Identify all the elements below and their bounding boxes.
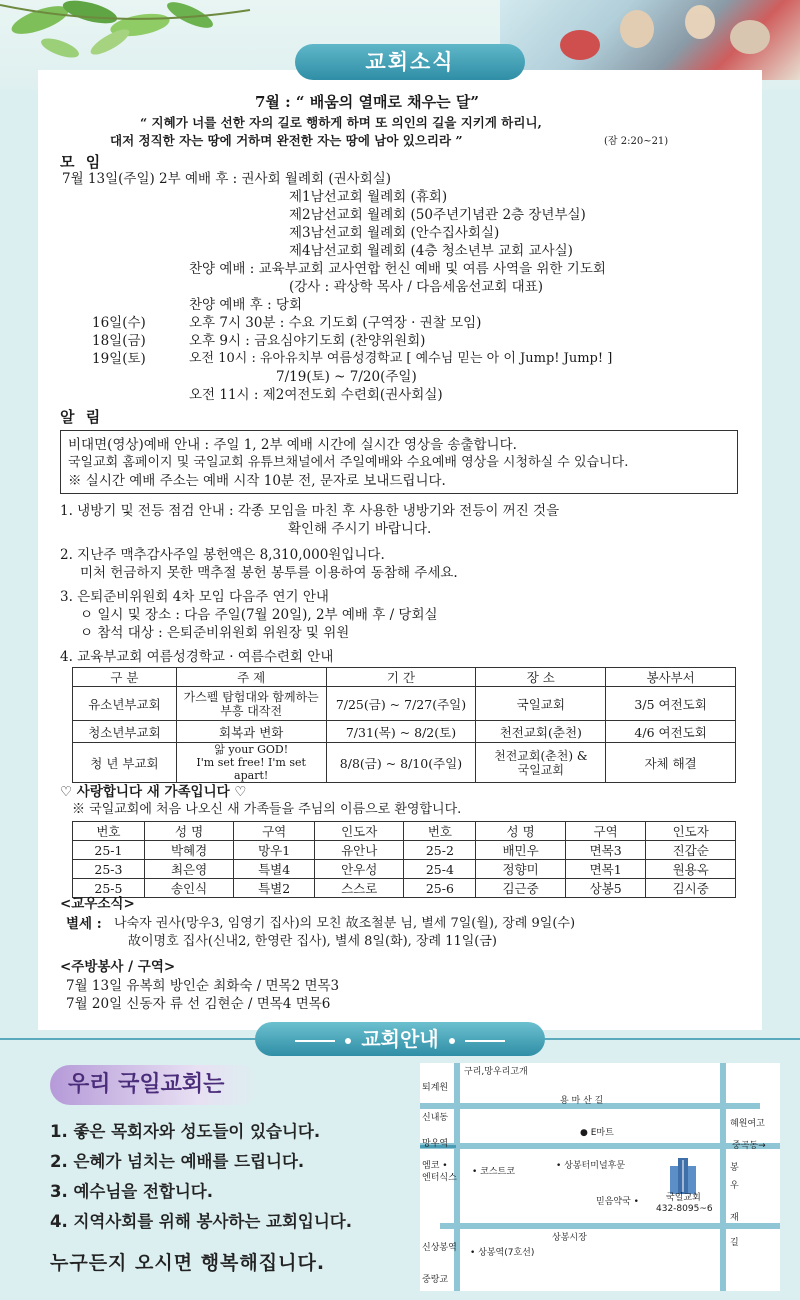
kitchen-heading: <주방봉사 / 구역> — [60, 959, 176, 975]
table-cell: 면목1 — [565, 860, 646, 879]
map-road — [420, 1143, 780, 1149]
table-row — [73, 860, 736, 879]
verse-ref: (잠 2:20~21) — [604, 136, 669, 147]
newcomers-table — [72, 821, 736, 898]
theme-title: 7월 : “ 배움의 열매로 채우는 달” — [255, 93, 479, 111]
church-point: 1. 좋은 목회자와 성도들이 있습니다. — [50, 1122, 321, 1141]
table-cell: 유안나 — [314, 841, 404, 860]
table-cell: 면목3 — [565, 841, 646, 860]
map-label: 엠코 • — [422, 1161, 448, 1171]
table-cell: 배민우 — [476, 841, 566, 860]
table-row — [73, 687, 736, 721]
map-label: 중랑교 — [422, 1275, 449, 1285]
meeting-date: 18일(금) — [92, 333, 146, 349]
table-cell: 정향미 — [476, 860, 566, 879]
notice-box-line: ※ 실시간 예배 주소는 예배 시작 10분 전, 문자로 보내드립니다. — [68, 473, 446, 489]
map-label: 퇴계원 — [422, 1083, 449, 1093]
map-label: 상봉시장 — [552, 1233, 587, 1243]
map-label: • 상봉터미널후문 — [556, 1161, 626, 1171]
map-road — [720, 1063, 726, 1291]
table-header: 장 소 — [476, 668, 606, 687]
table-cell: 회복과 변화 — [176, 721, 326, 743]
table-header: 성 명 — [476, 822, 566, 841]
table-cell: 최은영 — [144, 860, 234, 879]
table-cell: 유소년부교회 — [73, 687, 177, 721]
church-slogan: 누구든지 오시면 행복해집니다. — [50, 1252, 326, 1274]
table-cell: 3/5 여전도회 — [606, 687, 736, 721]
meeting-line: 제2남선교회 월례회 (50주년기념관 2층 장년부실) — [289, 207, 586, 223]
notice-item: 미처 헌금하지 못한 맥추절 봉헌 봉투를 이용하여 동참해 주세요. — [80, 565, 458, 581]
meeting-line: 찬양 예배 후 : 당회 — [189, 297, 303, 313]
map-label: • 코스트코 — [472, 1167, 515, 1177]
kitchen-line: 7월 13일 유복희 방인순 최화숙 / 면목2 면목3 — [66, 978, 340, 994]
table-row — [73, 841, 736, 860]
map-label: 믿음약국 • — [596, 1197, 639, 1207]
map-label: 용 마 산 길 — [560, 1096, 604, 1106]
newcomers-heading: ♡ 사랑합니다 새 가족입니다 ♡ — [60, 784, 247, 800]
table-cell: 7/25(금) ~ 7/27(주일) — [326, 687, 476, 721]
table-header: 번호 — [404, 822, 476, 841]
notice-item: 확인해 주시기 바랍니다. — [288, 521, 432, 537]
table-cell: 8/8(금) ~ 8/10(주일) — [326, 743, 476, 783]
notices-heading: 알 림 — [60, 408, 104, 426]
table-row — [73, 721, 736, 743]
notice-item: 3. 은퇴준비위원회 4차 모임 다음주 연기 안내 — [60, 589, 329, 605]
table-cell: 박혜경 — [144, 841, 234, 860]
meeting-line: 오후 9시 : 금요심야기도회 (찬양위원회) — [189, 333, 426, 349]
table-cell: 안우성 — [314, 860, 404, 879]
map-label: 국일교회 — [666, 1193, 701, 1203]
church-point: 4. 지역사회를 위해 봉사하는 교회입니다. — [50, 1212, 353, 1231]
table-cell: 상봉5 — [565, 879, 646, 898]
church-intro-title — [50, 1065, 260, 1105]
header-photo — [500, 0, 800, 80]
members-news-line: 나숙자 권사(망우3, 임영기 집사)의 모친 故조철분 님, 별세 7일(월), 장례 9일(수) — [114, 916, 576, 931]
map-label: 우 — [730, 1181, 739, 1191]
table-cell: 4/6 여전도회 — [606, 721, 736, 743]
table-cell: 가스펠 탐험대와 함께하는 부흥 대작전 — [176, 687, 326, 721]
meeting-line: 오전 11시 : 제2여전도회 수련회(권사회실) — [189, 387, 443, 403]
meeting-line: 제4남선교회 월례회 (4층 청소년부 교회 교사실) — [289, 243, 573, 259]
table-cell: 송인식 — [144, 879, 234, 898]
verse-line-1: “ 지혜가 너를 선한 자의 길로 행하게 하며 또 의인의 길을 지키게 하리니, — [140, 115, 542, 130]
table-cell: 특별2 — [234, 879, 315, 898]
table-cell: 25-6 — [404, 879, 476, 898]
notice-item: ㅇ 일시 및 장소 : 다음 주일(7월 20일), 2부 예배 후 / 당회실 — [80, 607, 438, 623]
meeting-date: 16일(수) — [92, 315, 146, 331]
map-label: ● E마트 — [580, 1128, 614, 1138]
table-cell: 망우1 — [234, 841, 315, 860]
table-cell: 자체 해결 — [606, 743, 736, 783]
newcomers-subtitle: ※ 국일교회에 처음 나오신 새 가족들을 주님의 이름으로 환영합니다. — [72, 802, 462, 817]
map-label: 신내동 — [422, 1113, 449, 1123]
map-label: 신상봉역 — [422, 1243, 457, 1253]
notice-item: 4. 교육부교회 여름성경학교 · 여름수련회 안내 — [60, 649, 334, 665]
meeting-line: 7월 13일(주일) 2부 예배 후 : 권사회 월례회 (권사회실) — [62, 171, 392, 187]
map-label: 봉 — [730, 1163, 739, 1173]
meeting-line: 7/19(토) ~ 7/20(주일) — [276, 369, 417, 385]
notice-box-line: 비대면(영상)예배 안내 : 주일 1, 2부 예배 시간에 실시간 영상을 송출합니다. — [68, 437, 517, 453]
notice-item: ㅇ 참석 대상 : 은퇴준비위원회 위원장 및 위원 — [80, 625, 350, 641]
table-header: 봉사부서 — [606, 668, 736, 687]
table-cell: 스스로 — [314, 879, 404, 898]
church-guide-label: 교회안내 — [361, 1027, 439, 1051]
summer-program-table — [72, 667, 736, 783]
notice-item: 2. 지난주 맥추감사주일 봉헌액은 8,310,000원입니다. — [60, 547, 385, 563]
table-header: 구 분 — [73, 668, 177, 687]
table-cell: 25-4 — [404, 860, 476, 879]
table-cell: 특별4 — [234, 860, 315, 879]
table-cell: 원용옥 — [646, 860, 736, 879]
meeting-line: 제1남선교회 월례회 (휴회) — [289, 189, 448, 205]
church-point: 3. 예수님을 전합니다. — [50, 1182, 214, 1201]
meetings-heading: 모 임 — [60, 153, 104, 171]
map-label: 432-8095~6 — [656, 1204, 713, 1214]
table-header: 주 제 — [176, 668, 326, 687]
table-cell: 진갑순 — [646, 841, 736, 860]
meeting-date: 19일(토) — [92, 351, 146, 367]
meeting-line: 오전 10시 : 유아유치부 여름성경학교 [ 예수님 믿는 아 이 Jump! Jump! ] — [189, 351, 613, 366]
notice-box-line: 국일교회 홈페이지 및 국일교회 유튜브채널에서 주일예배와 수요예배 영상을 시청하실 수 있습니다. — [68, 455, 629, 470]
table-header: 인도자 — [314, 822, 404, 841]
verse-line-2: 대저 정직한 자는 땅에 거하며 완전한 자는 땅에 남아 있으리라 ” — [110, 133, 463, 148]
table-cell: 7/31(목) ~ 8/2(토) — [326, 721, 476, 743]
table-header: 인도자 — [646, 822, 736, 841]
members-news-label: 별세 : — [66, 916, 102, 932]
map-label: 망우역 — [422, 1139, 449, 1149]
table-cell: 국일교회 — [476, 687, 606, 721]
table-cell: 천전교회(춘천) — [476, 721, 606, 743]
members-news-line: 故이명호 집사(신내2, 한영란 집사), 별세 8일(화), 장례 11일(금) — [128, 934, 497, 949]
notice-item: 1. 냉방기 및 전등 점검 안내 : 각종 모임을 마친 후 사용한 냉방기와 전등이 꺼진 것을 — [60, 503, 560, 519]
table-cell: 앎 your GOD! I'm set free! I'm set apart! — [176, 743, 326, 783]
table-cell: 청 년 부교회 — [73, 743, 177, 783]
church-intro-label: 우리 국일교회는 — [68, 1072, 225, 1097]
map-label: 구리,망우리고개 — [464, 1067, 528, 1077]
table-row — [73, 879, 736, 898]
table-header-row — [73, 668, 736, 687]
table-cell: 25-5 — [73, 879, 145, 898]
map-label: 중곡동→ — [732, 1141, 766, 1151]
meeting-line: (강사 : 곽상학 목사 / 다음세움선교회 대표) — [289, 279, 544, 295]
map-label: 엔터식스 — [422, 1173, 457, 1183]
kitchen-line: 7월 20일 신동자 류 선 김현순 / 면목4 면목6 — [66, 996, 331, 1012]
church-guide-title — [255, 1022, 545, 1056]
church-building-icon — [668, 1158, 698, 1194]
table-cell: 김근중 — [476, 879, 566, 898]
members-news-heading: <교우소식> — [60, 896, 135, 912]
table-cell: 25-3 — [73, 860, 145, 879]
map-label: • 상봉역(7호선) — [470, 1248, 535, 1258]
table-cell: 25-2 — [404, 841, 476, 860]
table-row — [73, 743, 736, 783]
page-title: 교회소식 — [295, 44, 525, 80]
table-header: 구역 — [234, 822, 315, 841]
map-label: 재 — [730, 1213, 739, 1223]
map-label: 혜원여고 — [730, 1119, 765, 1129]
table-cell: 천전교회(춘천) & 국일교회 — [476, 743, 606, 783]
table-header: 번호 — [73, 822, 145, 841]
leaves-decoration — [0, 0, 260, 70]
church-point: 2. 은혜가 넘치는 예배를 드립니다. — [50, 1152, 305, 1171]
table-header: 성 명 — [144, 822, 234, 841]
table-cell: 청소년부교회 — [73, 721, 177, 743]
table-cell: 김시중 — [646, 879, 736, 898]
church-location-map — [420, 1063, 780, 1291]
table-cell: 25-1 — [73, 841, 145, 860]
table-header-row — [73, 822, 736, 841]
map-label: 길 — [730, 1238, 739, 1248]
map-road — [440, 1223, 780, 1229]
meeting-line: 찬양 예배 : 교육부교회 교사연합 헌신 예배 및 여름 사역을 위한 기도회 — [189, 261, 606, 277]
meeting-line: 제3남선교회 월례회 (안수집사회실) — [289, 225, 500, 241]
table-header: 구역 — [565, 822, 646, 841]
meeting-line: 오후 7시 30분 : 수요 기도회 (구역장 · 권찰 모임) — [189, 315, 482, 331]
table-header: 기 간 — [326, 668, 476, 687]
